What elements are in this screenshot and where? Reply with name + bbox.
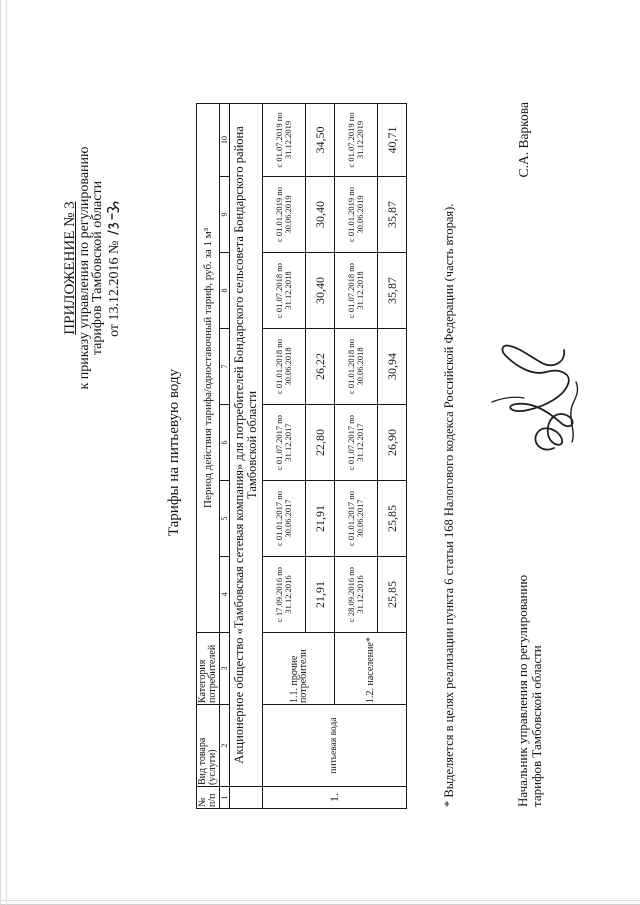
header-category: Категория потребителей bbox=[197, 633, 220, 705]
table-row bbox=[335, 103, 378, 808]
column-number: 10 bbox=[220, 103, 230, 176]
footnote: * Выделяется в целях реализации пункта 6 статьи 168 Налогового кодекса Российской Федерации (часть вторая). bbox=[442, 203, 456, 807]
period-cell: с 01.07.2018 по 31.12.2018 bbox=[263, 253, 306, 329]
period-cell: с 01.07.2019 по 31.12.2019 bbox=[263, 103, 306, 176]
signature-block bbox=[472, 102, 622, 807]
tariff-value: 30,40 bbox=[306, 177, 335, 253]
table-row bbox=[263, 103, 306, 808]
tariff-table bbox=[196, 103, 407, 809]
period-cell: с 01.01.2017 по 30.06.2017 bbox=[263, 481, 306, 557]
appendix-title: ПРИЛОЖЕНИЕ № 3 bbox=[62, 201, 78, 335]
column-number: 7 bbox=[220, 329, 230, 405]
period-cell: с 01.01.2018 по 30.06.2018 bbox=[263, 329, 306, 405]
column-number: 8 bbox=[220, 253, 230, 329]
period-cell: с 01.07.2017 по 31.12.2017 bbox=[335, 405, 378, 481]
period-cell: с 01.01.2019 по 30.06.2019 bbox=[263, 177, 306, 253]
column-number-row bbox=[220, 103, 230, 808]
tariff-value: 21,91 bbox=[306, 557, 335, 633]
organization-name: Акционерное общество «Тамбовская сетевая компания» для потребителей Бондарского сельсовета Бондарского района Тамбовской области bbox=[230, 103, 263, 786]
appendix-date: от 13.12.2016 № bbox=[107, 240, 122, 337]
handwritten-signature bbox=[472, 332, 592, 462]
tariff-value: 21,91 bbox=[306, 481, 335, 557]
period-cell: с 01.07.2019 по 31.12.2019 bbox=[335, 103, 378, 176]
appendix-line: к приказу управления по регулированию bbox=[77, 146, 92, 390]
column-number: 5 bbox=[220, 481, 230, 557]
row-number: 1. bbox=[263, 787, 407, 809]
tariff-value: 35,87 bbox=[378, 177, 407, 253]
handwritten-order-number bbox=[104, 199, 122, 237]
tariff-value: 25,85 bbox=[378, 557, 407, 633]
period-cell: с 01.07.2017 по 31.12.2017 bbox=[263, 405, 306, 481]
column-number: 1 bbox=[220, 787, 230, 809]
column-number: 3 bbox=[220, 633, 230, 705]
period-cell: с 01.01.2017 по 30.06.2017 bbox=[335, 481, 378, 557]
period-cell: с 17.09.2016 по 31.12.2016 bbox=[263, 557, 306, 633]
period-cell: с 28.09.2016 по 31.12.2016 bbox=[335, 557, 378, 633]
header-period: Период действия тарифа/одноставочный тариф, руб. за 1 м³ bbox=[197, 103, 220, 632]
empty-cell bbox=[230, 787, 263, 809]
signer-title-line: Начальник управления по регулированию bbox=[515, 574, 530, 807]
tariff-value: 26,90 bbox=[378, 405, 407, 481]
tariff-value: 22,80 bbox=[306, 405, 335, 481]
tariff-value: 30,40 bbox=[306, 253, 335, 329]
tariff-value: 34,50 bbox=[306, 103, 335, 176]
category-label: 1.1. прочие потребители bbox=[263, 633, 335, 705]
tariff-value: 25,85 bbox=[378, 481, 407, 557]
signer-title-line: тарифов Тамбовской области bbox=[529, 645, 544, 807]
column-number: 4 bbox=[220, 557, 230, 633]
period-cell: с 01.01.2018 по 30.06.2018 bbox=[335, 329, 378, 405]
header-product: Вид товара (услуги) bbox=[197, 705, 220, 787]
organization-row bbox=[230, 103, 263, 808]
header-number: № п/п bbox=[197, 787, 220, 809]
appendix-header bbox=[64, 78, 122, 458]
period-cell: с 01.01.2019 по 30.06.2019 bbox=[335, 177, 378, 253]
document-title: Тарифы на питьевую воду bbox=[166, 368, 182, 537]
category-label: 1.2. население* bbox=[335, 633, 407, 705]
tariff-value: 40,71 bbox=[378, 103, 407, 176]
tariff-value: 35,87 bbox=[378, 253, 407, 329]
tariff-value: 26,22 bbox=[306, 329, 335, 405]
appendix-line: тарифов Тамбовской области bbox=[90, 180, 105, 356]
appendix-date-row bbox=[104, 78, 122, 458]
signer-name: С.А. Варкова bbox=[516, 102, 531, 178]
column-number: 9 bbox=[220, 177, 230, 253]
tariff-value: 30,94 bbox=[378, 329, 407, 405]
signer-title bbox=[516, 575, 544, 807]
table-header-row bbox=[197, 103, 220, 808]
column-number: 6 bbox=[220, 405, 230, 481]
period-cell: с 01.07.2018 по 31.12.2018 bbox=[335, 253, 378, 329]
product-name: питьевая вода bbox=[263, 705, 407, 787]
column-number: 2 bbox=[220, 705, 230, 787]
